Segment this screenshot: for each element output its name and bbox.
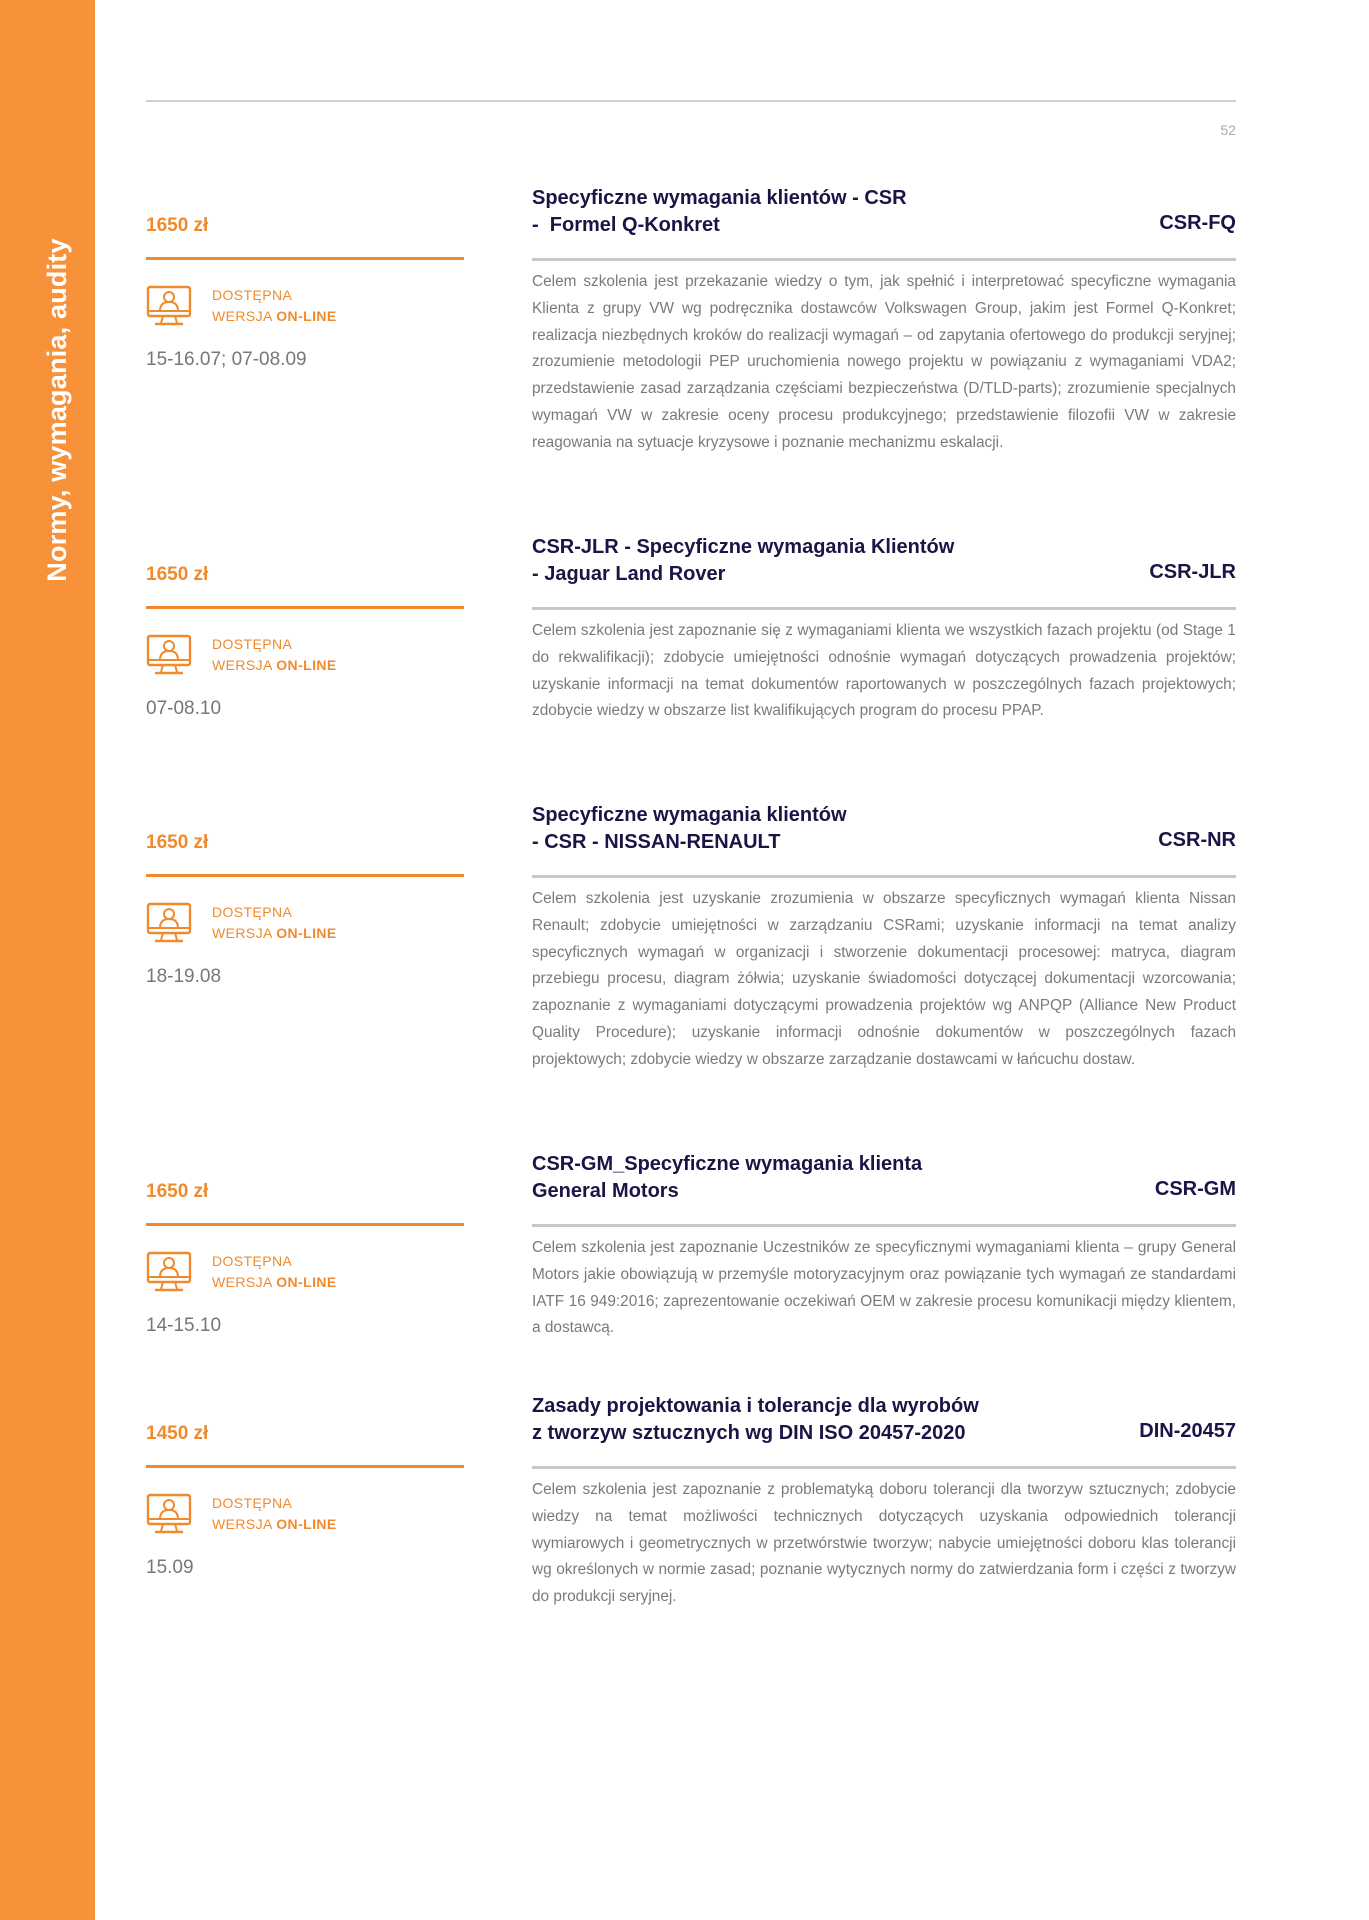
online-label: DOSTĘPNA WERSJA ON-LINE: [212, 904, 337, 941]
course-code: DIN-20457: [1139, 1420, 1236, 1442]
online-badge: [146, 902, 337, 944]
sidebar-band: [0, 0, 95, 1920]
title-divider: [532, 875, 1236, 878]
course-code: CSR-JLR: [1149, 561, 1236, 583]
course-price: 1650 zł: [146, 564, 209, 585]
course-description: Celem szkolenia jest przekazanie wiedzy o tym, jak spełnić i interpretować specyficzne wymagania Klienta z grupy VW wg podręcznika dostawców Volkswagen Group, jakim jest Formel Q-Konkret; realizacja niezbędnych kroków do realizacji wymagań – od zapytania ofertowego do produkcji seryjnej; zrozumienie metodologii PEP uruchomienia nowego projektu w powiązaniu z wymaganiami VDA2; przedstawienie zasad zarządzania częściami bezpieczeństwa (D/TLD-parts); zrozumienie specjalnych wymagań VW w zakresie oceny procesu produkcyjnego; przedstawienie filozofii VW w zakresie reagowania na sytuacje kryzysowe i poznanie mechanizmu eskalacji.: [532, 273, 1236, 451]
page-number: 52: [1220, 122, 1236, 138]
online-training-icon: [146, 285, 192, 327]
course-description: Celem szkolenia jest zapoznanie Uczestników ze specyficznymi wymaganiami klienta – grupy General Motors jakie obowiązują w przemyśle motoryzacyjnym oraz powiązanie tych wymagań ze standardami IATF 16 949:2016; zaprezentowanie oczekiwań OEM w zakresie procesu komunikacji między klientem, a dostawcą.: [532, 1239, 1236, 1337]
online-badge: [146, 634, 337, 676]
title-divider: [532, 607, 1236, 610]
course-description: Celem szkolenia jest zapoznanie się z wymaganiami klienta we wszystkich fazach projektu (od Stage 1 do rekwalifikacji); zdobycie umiejętności odnośnie wymagań dotyczących prowadzenia projektów; uzyskanie informacji na temat dokumentów raportowanych w poszczególnych fazach projektowych; zdobycie wiedzy w obszarze list kwalifikujących program do procesu PPAP.: [532, 622, 1236, 720]
course-description: Celem szkolenia jest uzyskanie zrozumienia w obszarze specyficznych wymagań klienta Nissan Renault; zdobycie umiejętności w zarządzaniu CSRami; uzyskanie informacji na temat analizy specyficznych wymagań w organizacji i stworzenie dokumentacji procesowej: matryca, diagram przebiegu procesu, diagram żółwia; uzyskanie świadomości dotyczącej dokumentacji wzorcowania; zapoznanie z wymaganiami dotyczącymi prowadzenia projektów wg ANPQP (Alliance New Product Quality Procedure); uzyskanie informacji odnośnie dokumentów w poszczególnych fazach projektowych; zdobycie wiedzy w obszarze zarządzanie dostawcami w łańcuchu dostaw.: [532, 890, 1236, 1068]
online-label: DOSTĘPNA WERSJA ON-LINE: [212, 287, 337, 324]
online-training-icon: [146, 634, 192, 676]
course-code: CSR-FQ: [1159, 212, 1236, 234]
course-price: 1450 zł: [146, 1423, 209, 1444]
online-label: DOSTĘPNA WERSJA ON-LINE: [212, 636, 337, 673]
section-title: Normy, wymagania, audity: [42, 238, 72, 582]
online-training-icon: [146, 1251, 192, 1293]
online-badge: [146, 285, 337, 327]
course-price: 1650 zł: [146, 1181, 209, 1202]
online-training-icon: [146, 902, 192, 944]
course-dates: 18-19.08: [146, 966, 222, 987]
course-title: CSR-GM_Specyficzne wymagania klienta General Motors: [532, 1153, 923, 1202]
course-price: 1650 zł: [146, 832, 209, 853]
course-price: 1650 zł: [146, 215, 209, 236]
course-description: Celem szkolenia jest zapoznanie z problematyką doboru tolerancji dla tworzyw sztucznych; zdobycie wiedzy na temat możliwości technicznych dotyczących uzyskania odpowiednich tolerancji wymiarowych i geometrycznych w przetwórstwie tworzyw; nabycie umiejętności doboru klas tolerancji wg określonych w normie zasad; poznanie wytycznych normy do zatwierdzania form i części z tworzyw do produkcji seryjnej.: [532, 1481, 1236, 1606]
price-divider: [146, 257, 464, 260]
price-divider: [146, 874, 464, 877]
online-training-icon: [146, 1493, 192, 1535]
online-badge: [146, 1493, 337, 1535]
online-badge: [146, 1251, 337, 1293]
header-divider: [146, 100, 1236, 102]
title-divider: [532, 258, 1236, 261]
price-divider: [146, 606, 464, 609]
online-label: DOSTĘPNA WERSJA ON-LINE: [212, 1253, 337, 1290]
course-dates: 14-15.10: [146, 1315, 222, 1336]
course-title: Zasady projektowania i tolerancje dla wyrobów z tworzyw sztucznych wg DIN ISO 20457-2020: [532, 1395, 979, 1444]
course-dates: 15-16.07; 07-08.09: [146, 349, 307, 370]
price-divider: [146, 1223, 464, 1226]
course-title: Specyficzne wymagania klientów - CSR - NISSAN-RENAULT: [532, 804, 847, 853]
title-divider: [532, 1466, 1236, 1469]
online-label: DOSTĘPNA WERSJA ON-LINE: [212, 1495, 337, 1532]
course-code: CSR-GM: [1154, 1178, 1236, 1200]
price-divider: [146, 1465, 464, 1468]
course-code: CSR-NR: [1158, 829, 1236, 851]
course-dates: 15.09: [146, 1557, 194, 1578]
course-title: CSR-JLR - Specyficzne wymagania Klientów - Jaguar Land Rover: [532, 536, 955, 585]
course-dates: 07-08.10: [146, 698, 222, 719]
title-divider: [532, 1224, 1236, 1227]
course-title: Specyficzne wymagania klientów - CSR - Formel Q-Konkret: [532, 187, 907, 236]
